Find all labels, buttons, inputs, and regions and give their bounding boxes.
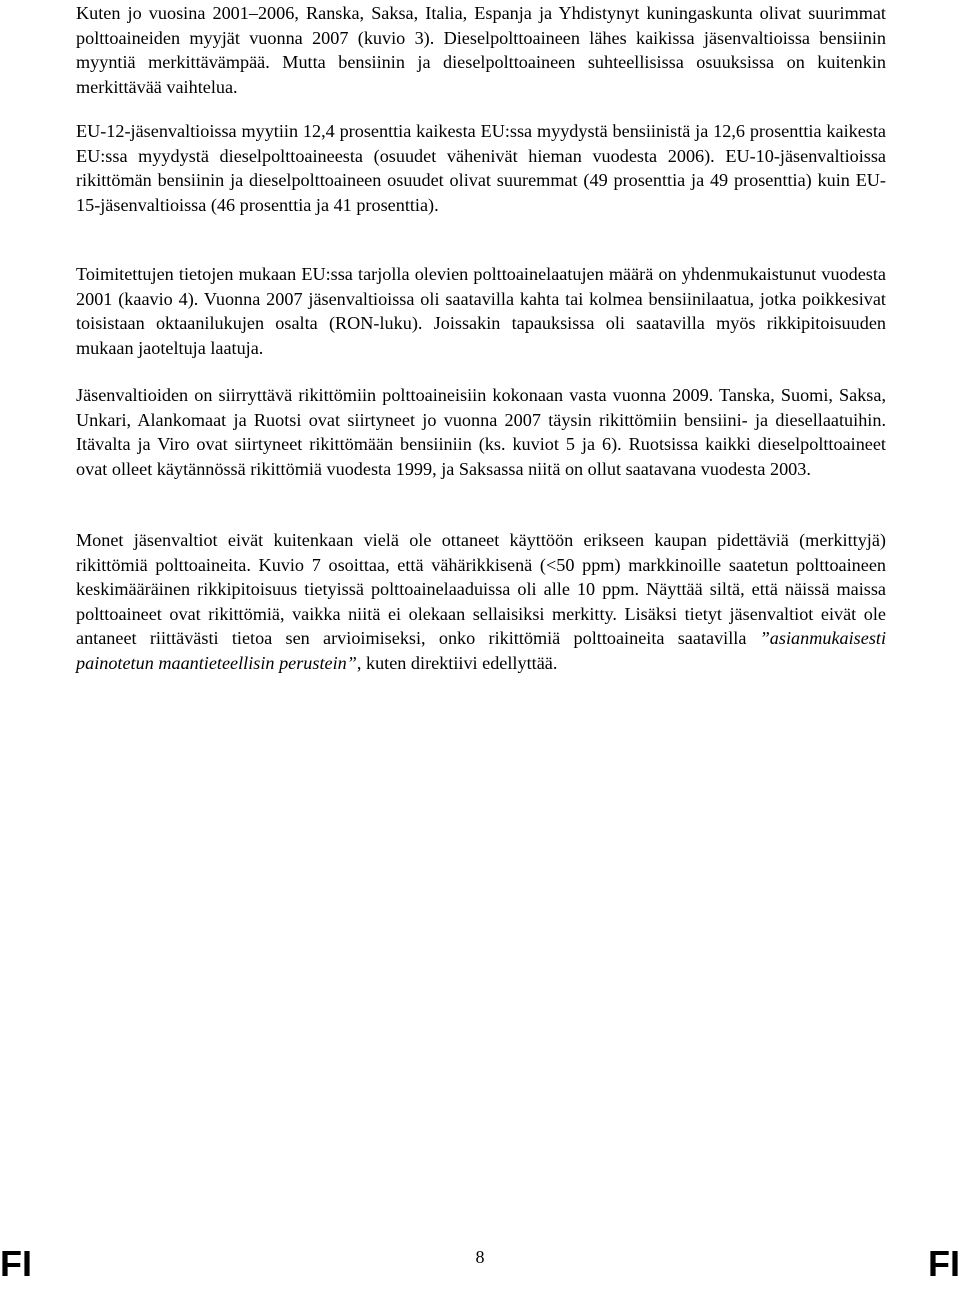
paragraph: EU-12-jäsenvaltioissa myytiin 12,4 prosenttia kaikesta EU:ssa myydystä bensiinistä ja 12,6 prosenttia kaikesta EU:ssa myydystä dieselpolttoaineesta (osuudet vähenivät hieman vuodesta 2006). EU-10-jäsenvaltioissa rikittömän bensiinin ja dieselpolttoaineen osuudet olivat suuremmat (49 prosenttia ja 49 prosenttia) kuin EU-15-jäsenvaltioissa (46 prosenttia ja 41 prosenttia). bbox=[76, 121, 886, 215]
paragraph bbox=[76, 528, 886, 676]
italic-quote: ”asianmukaisesti painotetun maantieteellisin perustein” bbox=[76, 628, 886, 673]
footer-language-code-left: FI bbox=[0, 1243, 32, 1284]
paragraph: Kuten jo vuosina 2001–2006, Ranska, Saksa, Italia, Espanja ja Yhdistynyt kuningaskunta olivat suurimmat polttoaineiden myyjät vuonna 2007 (kuvio 3). Dieselpolttoaineen lähes kaikissa jäsenvaltioissa bensiinin myyntiä merkittävämpää. Mutta bensiinin ja dieselpolttoaineen suhteellisissa osuuksissa on kuitenkin merkittävää vaihtelua. bbox=[76, 3, 886, 97]
page-number: 8 bbox=[475, 1247, 485, 1267]
footer-language-code-right: FI bbox=[928, 1243, 960, 1284]
paragraph: Jäsenvaltioiden on siirryttävä rikittömiin polttoaineisiin kokonaan vasta vuonna 2009. Tanska, Suomi, Saksa, Unkari, Alankomaat ja Ruotsi ovat siirtyneet jo vuonna 2007 täysin rikittömiin bensiini- ja diesellaatuihin. Itävalta ja Viro ovat siirtyneet rikittömään bensiiniin (ks. kuviot 5 ja 6). Ruotsissa kaikki dieselpolttoaineet ovat olleet käytännössä rikittömiä vuodesta 1999, ja Saksassa niitä on ollut saatavana vuodesta 2003. bbox=[76, 385, 886, 479]
paragraph: Toimitettujen tietojen mukaan EU:ssa tarjolla olevien polttoainelaatujen määrä on yhdenmukaistunut vuodesta 2001 (kaavio 4). Vuonna 2007 jäsenvaltioissa oli saatavilla kahta tai kolmea bensiinilaatua, jotka poikkesivat toisistaan oktaanilukujen osalta (RON-luku). Joissakin tapauksissa oli saatavilla myös rikkipitoisuuden mukaan jaoteltuja laatuja. bbox=[76, 264, 886, 358]
paragraph-text: Monet jäsenvaltiot eivät kuitenkaan vielä ole ottaneet käyttöön erikseen kaupan pidettäviä (merkittyjä) rikittömiä polttoaineita. Kuvio 7 osoittaa, että vähärikkisenä (<50 ppm) markkinoille saatetun polttoaineen keskimääräinen rikkipitoisuus tietyissä polttoainelaaduissa oli alle 10 ppm. Näyttää siltä, että näissä maissa polttoaineet ovat rikittömiä, vaikka niitä ei olekaan sellaisiksi merkitty. Lisäksi tietyt jäsenvaltiot eivät ole antaneet riittävästi tietoa sen arvioimiseksi, onko rikittömiä polttoaineita saatavilla bbox=[76, 530, 886, 649]
paragraph-text-end: , kuten direktiivi edellyttää. bbox=[356, 652, 558, 673]
